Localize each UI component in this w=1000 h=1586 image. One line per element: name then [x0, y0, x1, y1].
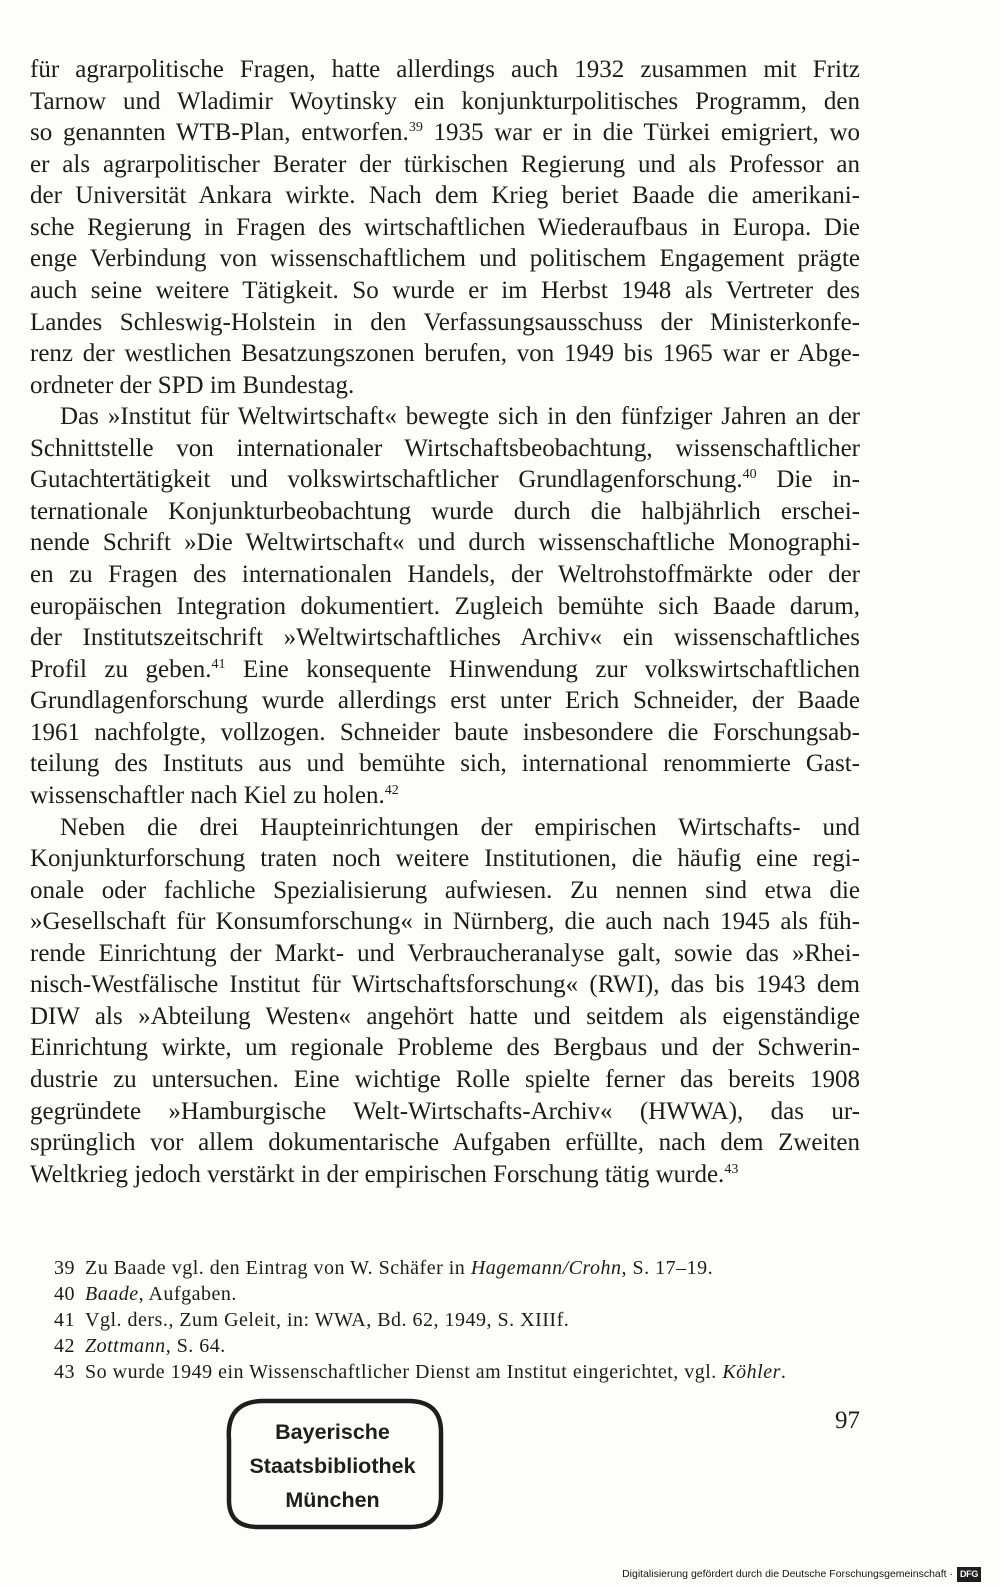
text-line: Einrichtung wirkte, um regionale Probleme des Bergbaus und der Schwerin- — [30, 1034, 860, 1062]
text-line: nisch-Westfälische Institut für Wirtschaftsforschung« (RWI), das bis 1943 dem — [30, 971, 860, 999]
footnote — [54, 1281, 786, 1307]
footnote — [54, 1307, 786, 1333]
stamp-line: Bayerische — [275, 1420, 390, 1444]
text-line: teilung des Instituts aus und bemühte sich, international renommierte Gast- — [30, 750, 860, 778]
footnote — [54, 1255, 786, 1281]
paragraph — [30, 812, 860, 1191]
stamp-line: München — [285, 1488, 380, 1512]
text-line: Konjunkturforschung traten noch weitere Institutionen, die häufig eine regi- — [30, 845, 860, 873]
text-line: Landes Schleswig-Holstein in den Verfassungsausschuss der Ministerkonfe- — [30, 308, 860, 336]
footnote-text: , Aufgaben. — [138, 1283, 237, 1305]
footnote-number: 39 — [54, 1257, 75, 1279]
text-line: er als agrarpolitischer Berater der türkischen Regierung und als Professor an — [30, 150, 860, 178]
text-segment: Profil zu geben. — [30, 655, 212, 683]
text-line — [30, 464, 860, 496]
text-line: »Gesellschaft für Konsumforschung« in Nürnberg, die auch nach 1945 als füh- — [30, 908, 860, 936]
text-line: enge Verbindung von wissenschaftlichem und politischem Engagement prägte — [30, 245, 860, 273]
page-number: 97 — [835, 1407, 860, 1434]
footnote-citation: Baade — [85, 1283, 139, 1305]
footnote-text: . — [780, 1361, 787, 1383]
footnote-text: , S. 17–19. — [621, 1257, 714, 1279]
text-line: der Institutszeitschrift »Weltwirtschaftliches Archiv« ein wissenschaftliches — [30, 624, 860, 652]
footnote-ref: 43 — [724, 1161, 739, 1177]
footnote — [54, 1359, 786, 1385]
text-segment: so genannten WTB-Plan, entworfen. — [30, 119, 409, 147]
dfg-logo: DFG — [957, 1567, 981, 1582]
text-line — [30, 1159, 860, 1191]
text-segment: wissenschaftler nach Kiel zu holen. — [30, 781, 385, 809]
text-line: europäischen Integration dokumentiert. Zugleich bemühte sich Baade darum, — [30, 592, 860, 620]
footnote-number: 41 — [54, 1309, 75, 1331]
text-segment: 1935 war er in die Türkei emigriert, wo — [422, 119, 860, 147]
text-line: der Universität Ankara wirkte. Nach dem Krieg beriet Baade die amerikani- — [30, 182, 860, 210]
text-line: ternationale Konjunkturbeobachtung wurde durch die halbjährlich erschei- — [30, 497, 860, 525]
footnote-citation: Hagemann/Crohn — [470, 1257, 622, 1279]
text-line: für agrarpolitische Fragen, hatte allerdings auch 1932 zusammen mit Fritz — [30, 56, 860, 83]
footnote-ref: 41 — [211, 656, 226, 672]
text-line: nende Schrift »Die Weltwirtschaft« und durch wissenschaftliche Monographi- — [30, 529, 860, 557]
text-line: renz der westlichen Besatzungszonen berufen, von 1949 bis 1965 war er Abge- — [30, 340, 860, 368]
footnote — [54, 1333, 786, 1359]
text-line: onale oder fachliche Spezialisierung aufwiesen. Zu nennen sind etwa die — [30, 876, 860, 904]
text-segment: Weltkrieg jedoch verstärkt in der empirischen Forschung tätig wurde. — [30, 1160, 725, 1188]
text-line: Neben die drei Haupteinrichtungen der empirischen Wirtschafts- und — [60, 813, 860, 841]
footnote-number: 40 — [54, 1283, 75, 1305]
digitization-credit — [622, 1565, 981, 1583]
paragraph — [30, 401, 860, 811]
footnote-text: , S. 64. — [165, 1335, 226, 1357]
text-line: rende Einrichtung der Markt- und Verbraucheranalyse galt, sowie das »Rhei- — [30, 939, 860, 967]
footnote-number: 42 — [54, 1335, 75, 1357]
footnotes — [54, 1255, 786, 1385]
text-line — [30, 780, 860, 812]
stamp-line: Staatsbibliothek — [249, 1454, 416, 1478]
footnote-ref: 42 — [384, 782, 399, 798]
credit-text: Digitalisierung gefördert durch die Deutsche Forschungsgemeinschaft · — [622, 1568, 953, 1580]
text-segment: Gutachtertätigkeit und volkswirtschaftlicher Grundlagenforschung. — [30, 466, 743, 494]
text-line: Grundlagenforschung wurde allerdings erst unter Erich Schneider, der Baade — [30, 687, 860, 715]
text-line: sprünglich vor allem dokumentarische Aufgaben erfüllte, nach dem Zweiten — [30, 1129, 860, 1157]
text-line: DIW als »Abteilung Westen« angehört hatte und seitdem als eigenständige — [30, 1002, 860, 1030]
footnote-number: 43 — [54, 1361, 75, 1383]
text-line: auch seine weitere Tätigkeit. So wurde er im Herbst 1948 als Vertreter des — [30, 276, 860, 304]
text-line — [30, 117, 860, 149]
text-line: Schnittstelle von internationaler Wirtschaftsbeobachtung, wissenschaftlicher — [30, 434, 860, 462]
text-line: sche Regierung in Fragen des wirtschaftlichen Wiederaufbaus in Europa. Die — [30, 213, 860, 241]
text-line: gegründete »Hamburgische Welt-Wirtschafts-Archiv« (HWWA), das ur- — [30, 1097, 860, 1125]
footnote-ref: 40 — [742, 467, 757, 483]
text-line: en zu Fragen des internationalen Handels, der Weltrohstoffmärkte oder der — [30, 561, 860, 588]
text-segment: Eine konsequente Hinwendung zur volkswirtschaftlichen — [225, 655, 860, 683]
text-line — [30, 654, 860, 686]
footnote-text: So wurde 1949 ein Wissenschaftlicher Dienst am Institut eingerichtet, vgl. — [85, 1361, 723, 1383]
text-line: ordneter der SPD im Bundestag. — [30, 371, 355, 399]
text-segment: Die in- — [756, 466, 860, 494]
library-stamp — [220, 1415, 445, 1517]
footnote-citation: Zottmann — [85, 1335, 166, 1357]
footnote-ref: 39 — [408, 120, 423, 136]
paragraph — [30, 54, 860, 401]
footnote-citation: Köhler — [722, 1361, 781, 1383]
footnote-text: Zu Baade vgl. den Eintrag von W. Schäfer in — [85, 1257, 471, 1279]
text-line: dustrie zu untersuchen. Eine wichtige Rolle spielte ferner das bereits 1908 — [30, 1066, 860, 1093]
body-text — [30, 54, 860, 1190]
text-line: 1961 nachfolgte, vollzogen. Schneider baute insbesondere die Forschungsab- — [30, 718, 860, 746]
text-line: Tarnow und Wladimir Woytinsky ein konjunkturpolitisches Programm, den — [30, 87, 860, 115]
text-line: Das »Institut für Weltwirtschaft« bewegte sich in den fünfziger Jahren an der — [60, 403, 860, 431]
footnote-text: Vgl. ders., Zum Geleit, in: WWA, Bd. 62, 1949, S. XIIIf. — [85, 1309, 570, 1331]
